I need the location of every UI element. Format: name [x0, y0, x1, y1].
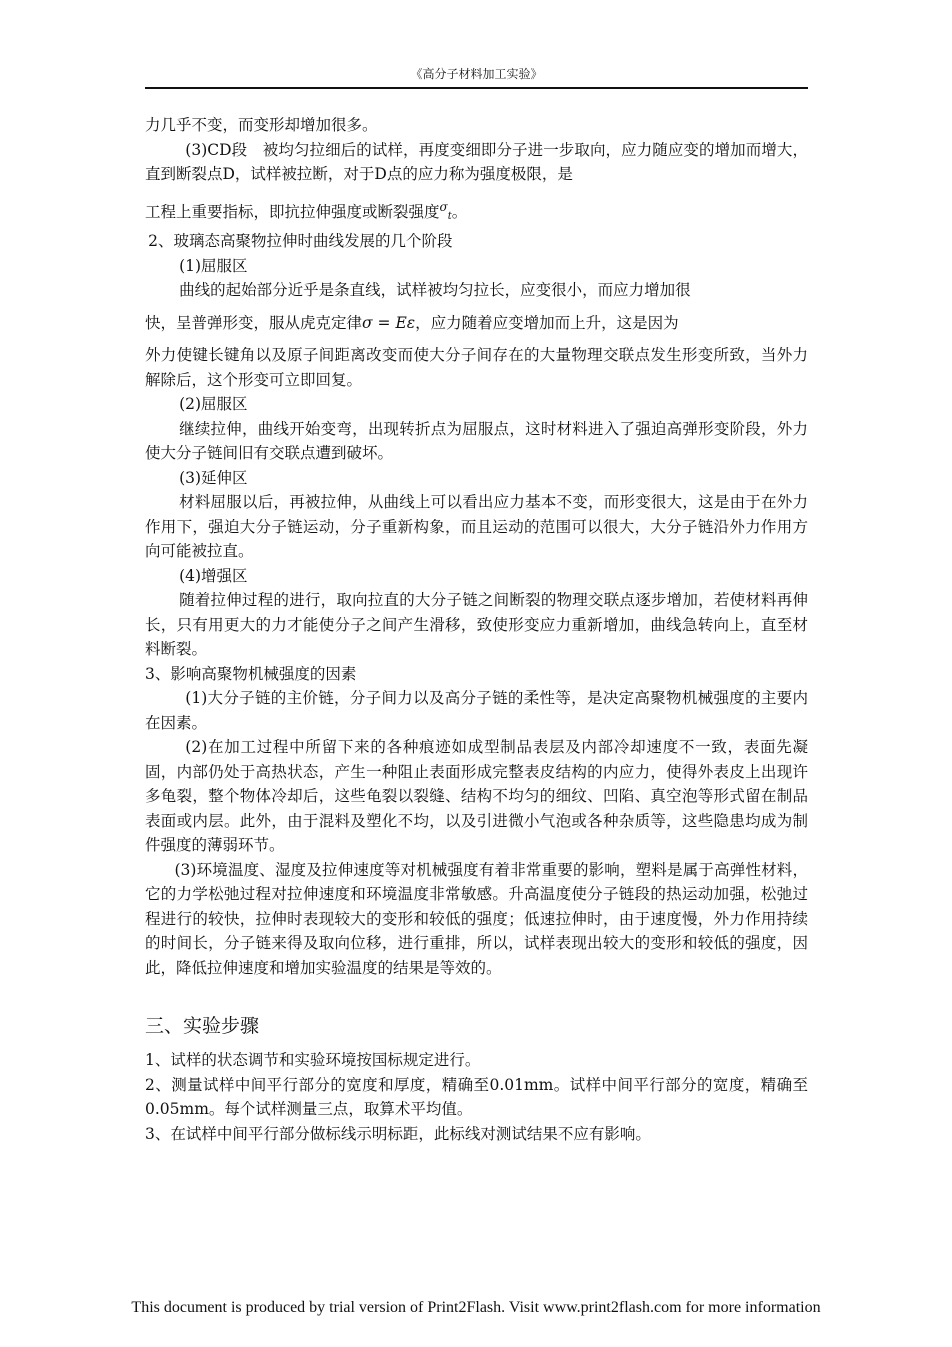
paragraph: (3)CD段 被均匀拉细后的试样，再度变细即分子进一步取向，应力随应变的增加而增大，直到断裂点D，试样被拉断，对于D点的应力称为强度极限，是	[145, 140, 808, 183]
list-item: 2、测量试样中间平行部分的宽度和厚度，精确至0.01mm。试样中间平行部分的宽度，精确至0.05mm。每个试样测量三点，取算术平均值。	[145, 1075, 808, 1118]
section-heading: 3、影响高聚物机械强度的因素	[145, 664, 357, 683]
paragraph: 随着拉伸过程的进行，取向拉直的大分子链之间断裂的物理交联点逐步增加，若使材料再伸长，只有用更大的力才能使分子之间产生滑移，致使形变应力重新增加，曲线急转向上，直至材料断裂。	[145, 591, 808, 658]
paragraph	[145, 311, 808, 336]
paragraph-text: 快，呈普弹形变，服从虎克定律	[145, 313, 363, 332]
list-item: 3、在试样中间平行部分做标线示明标距，此标线对测试结果不应有影响。	[145, 1124, 651, 1143]
subsection-heading: (4)增强区	[179, 566, 248, 585]
subsection-heading: (2)屈服区	[179, 395, 248, 413]
trial-footer: This document is produced by trial version of Print2Flash. Visit www.print2flash.com for more information	[131, 1299, 821, 1316]
sigma-symbol: σ	[439, 199, 448, 214]
running-header: 《高分子材料加工实验》	[410, 67, 543, 81]
paragraph: 材料屈服以后，再被拉伸，从曲线上可以看出应力基本不变，而形变很大，这是由于在外力作用下，强迫大分子链运动，分子重新构象，而且运动的范围可以很大，大分子链沿外力作用方向可能被拉直。	[145, 493, 808, 560]
list-item: 1、试样的状态调节和实验环境按国标规定进行。	[145, 1051, 481, 1069]
header-rule	[145, 87, 808, 89]
hooke-formula: σ = Eε	[362, 313, 416, 332]
paragraph: 继续拉伸，曲线开始变弯，出现转折点为屈服点，这时材料进入了强迫高弹形变阶段，外力使大分子链间旧有交联点遭到破坏。	[145, 419, 808, 462]
subsection-heading: (1)屈服区	[179, 256, 248, 275]
paragraph: (1)大分子链的主价链，分子间力以及高分子链的柔性等，是决定高聚物机械强度的主要内在因素。	[145, 689, 808, 732]
paragraph	[145, 195, 808, 230]
page-body	[145, 113, 808, 1146]
paragraph: 力几乎不变，而变形却增加很多。	[145, 116, 378, 134]
paragraph: 外力使键长键角以及原子间距离改变而使大分子间存在的大量物理交联点发生形变所致，当外力解除后，这个形变可立即回复。	[145, 346, 808, 389]
paragraph-text: 工程上重要指标，即抗拉伸强度或断裂强度	[145, 202, 440, 221]
sigma-subscript: t	[447, 210, 452, 222]
paragraph-text: ，应力随着应变增加而上升，这是因为	[415, 313, 679, 332]
chapter-heading: 三、实验步骤	[145, 1015, 260, 1037]
section-heading: 2、玻璃态高聚物拉伸时曲线发展的几个阶段	[148, 232, 453, 250]
paragraph: 曲线的起始部分近乎是条直线，试样被均匀拉长，应变很小，而应力增加很	[179, 281, 691, 299]
paragraph: (3)环境温度、湿度及拉伸速度等对机械强度有着非常重要的影响，塑料是属于高弹性材料，它的力学松弛过程对拉伸速度和环境温度非常敏感。升高温度使分子链段的热运动加强，松弛过程进行的较快，拉伸时表现较大的变形和较低的强度；低速拉伸时，由于速度慢，外力作用持续的时间长，分子链来得及取向位移，进行重排，所以，试样表现出较大的变形和较低的强度，因此，降低拉伸速度和增加实验温度的结果是等效的。	[145, 860, 808, 977]
paragraph: (2)在加工过程中所留下来的各种痕迹如成型制品表层及内部冷却速度不一致，表面先凝固，内部仍处于高热状态，产生一种阻止表面形成完整表皮结构的内应力，使得外表皮上出现许多龟裂，整个物体冷却后，这些龟裂以裂缝、结构不均匀的细纹、凹陷、真空泡等形式留在制品表面或内层。此外，由于混料及塑化不均，以及引进微小气泡或各种杂质等，这些隐患均成为制件强度的薄弱环节。	[145, 738, 808, 854]
paragraph-end: 。	[451, 202, 468, 221]
subsection-heading: (3)延伸区	[179, 468, 248, 487]
